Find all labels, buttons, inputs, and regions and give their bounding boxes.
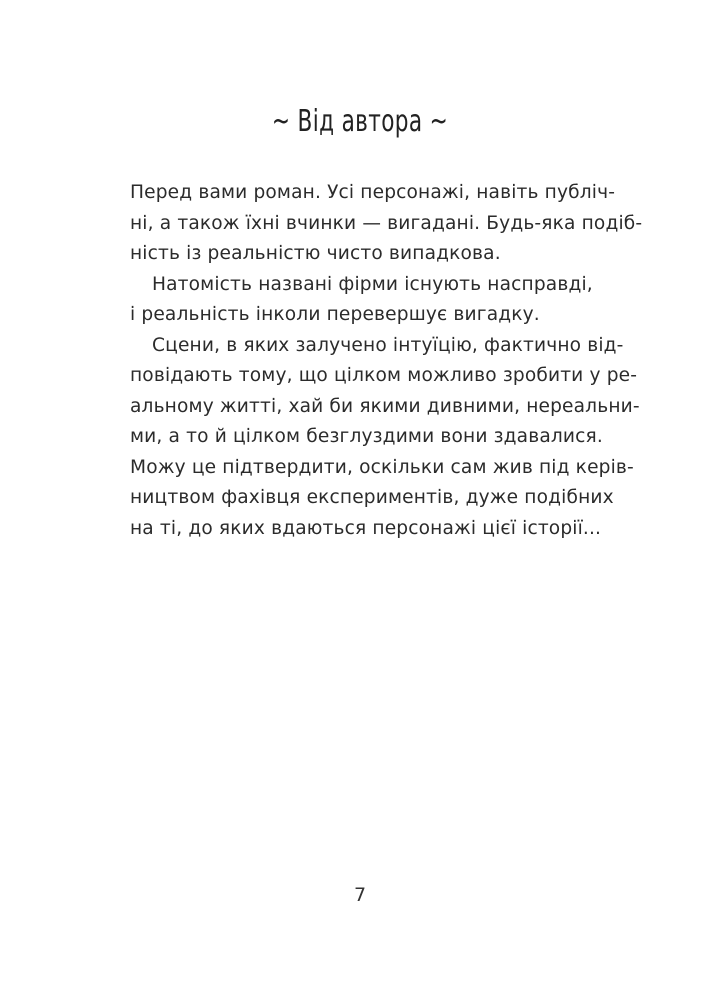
body-text	[130, 178, 643, 544]
text-line: ність із реальністю чисто випадкова.	[130, 243, 501, 264]
text-line: Перед вами роман. Усі персонажі, навіть публіч-	[130, 182, 616, 203]
text-line: Натомість названі фірми існують насправді,	[152, 273, 593, 295]
text-line: ні, а також їхні вчинки — вигадані. Будь-яка подіб-	[130, 212, 643, 234]
text-line: повідають тому, що цілком можливо зробити у ре-	[130, 365, 638, 386]
text-line: на ті, до яких вдаються персонажі цієї історії...	[130, 517, 602, 539]
text-line: альному житті, хай би якими дивними, нереальни-	[130, 395, 640, 417]
text-line: ництвом фахівця експериментів, дуже подібних	[130, 487, 614, 508]
text-line: Сцени, в яких залучено інтуїцію, фактично від-	[152, 334, 624, 356]
page-number: 7	[353, 884, 367, 906]
text-line: і реальність інколи перевершує вигадку.	[130, 304, 540, 325]
text-line: Можу це підтвердити, оскільки сам жив під керів-	[130, 456, 634, 478]
text-line: ми, а то й цілком безглуздими вони здавалися.	[130, 426, 603, 447]
section-heading: ~ Від автора ~	[271, 104, 449, 139]
